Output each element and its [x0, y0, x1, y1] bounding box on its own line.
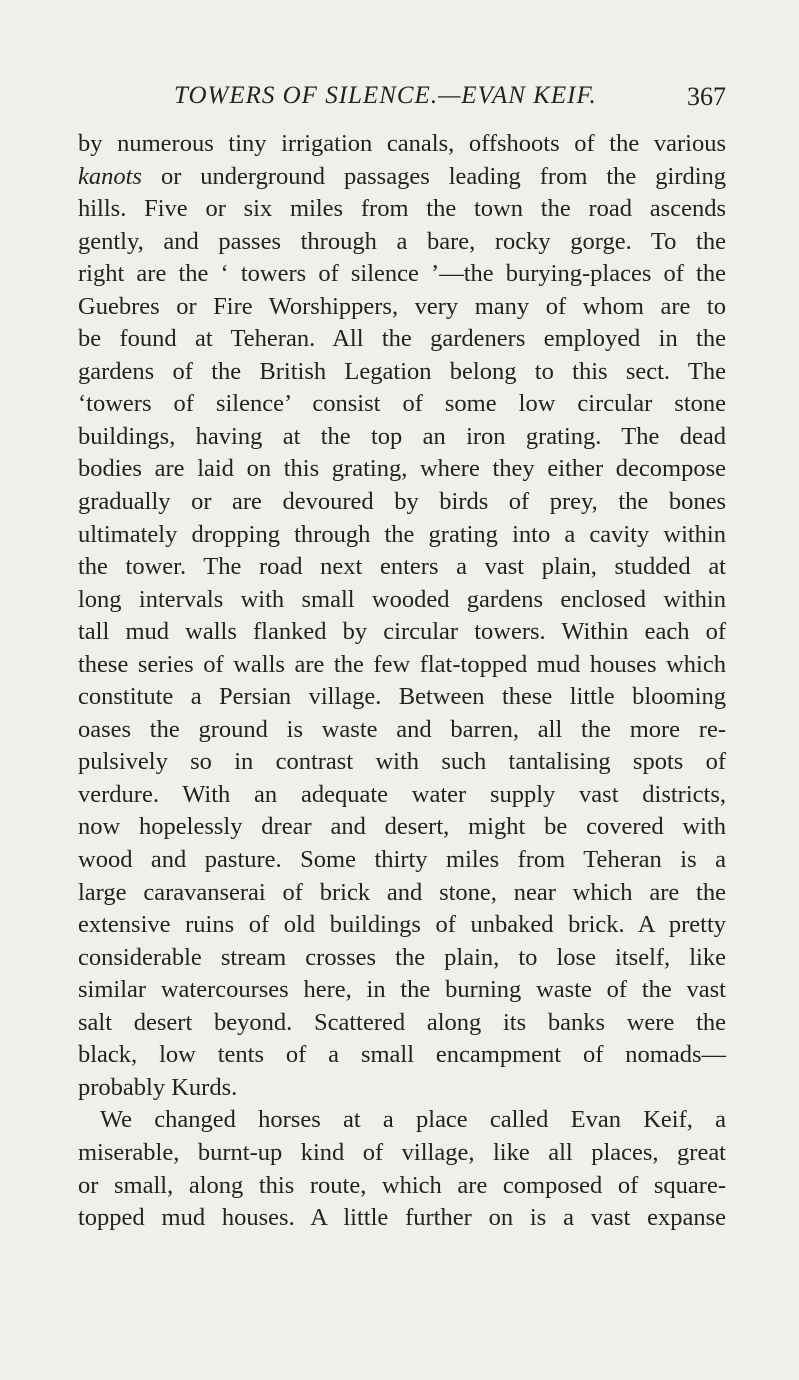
- text-line: considerable stream crosses the plain, to lose itself, like: [78, 943, 726, 971]
- text-line: ultimately dropping through the grating into a cavity within: [78, 520, 726, 548]
- text-line: wood and pasture. Some thirty miles from Teheran is a: [78, 846, 726, 874]
- text-line: salt desert beyond. Scattered along its banks were the: [78, 1008, 726, 1036]
- text-line: these series of walls are the few flat-topped mud houses which: [78, 650, 726, 678]
- text-line: be found at Teheran. All the gardeners employed in the: [78, 325, 726, 353]
- text-line: large caravanserai of brick and stone, near which are the: [78, 878, 726, 906]
- text-line: by numerous tiny irrigation canals, offshoots of the various: [78, 130, 726, 157]
- text-line: miserable, burnt-up kind of village, like all places, great: [78, 1138, 726, 1166]
- text-line: gently, and passes through a bare, rocky gorge. To the: [78, 227, 726, 255]
- text-line-rest: or underground passages leading from the girding: [160, 162, 727, 190]
- text-line: extensive ruins of old buildings of unbaked brick. A pretty: [78, 911, 726, 939]
- text-line: pulsively so in contrast with such tantalising spots of: [78, 748, 726, 776]
- text-line: oases the ground is waste and barren, all the more re-: [78, 715, 726, 743]
- text-line: [78, 161, 726, 194]
- text-line: bodies are laid on this grating, where they either decompose: [78, 455, 726, 483]
- text-line: the tower. The road next enters a vast plain, studded at: [78, 553, 726, 581]
- text-line: ‘towers of silence’ consist of some low circular stone: [78, 390, 726, 418]
- text-line: constitute a Persian village. Between these little blooming: [78, 683, 726, 711]
- text-line: similar watercourses here, in the burning waste of the vast: [78, 976, 726, 1004]
- text-line: hills. Five or six miles from the town the road ascends: [78, 195, 726, 223]
- text-line: long intervals with small wooded gardens enclosed within: [78, 585, 726, 613]
- text-line: tall mud walls flanked by circular towers. Within each of: [78, 618, 726, 646]
- text-line: verdure. With an adequate water supply vast districts,: [78, 780, 726, 808]
- running-head: TOWERS OF SILENCE.—EVAN KEIF.: [174, 82, 597, 109]
- text-line: We changed horses at a place called Evan Keif, a: [100, 1106, 726, 1134]
- text-line: Guebres or Fire Worshippers, very many of whom are to: [78, 292, 726, 320]
- text-line: topped mud houses. A little further on is a vast expanse: [78, 1204, 726, 1232]
- italic-word: kanots: [78, 162, 142, 190]
- text-line: gardens of the British Legation belong to this sect. The: [78, 357, 726, 385]
- text-line: gradually or are devoured by birds of prey, the bones: [78, 488, 726, 516]
- text-line: black, low tents of a small encampment of nomads—: [78, 1041, 726, 1069]
- text-line: probably Kurds.: [78, 1073, 238, 1101]
- text-line: now hopelessly drear and desert, might be covered with: [78, 813, 726, 841]
- body-text: [78, 128, 726, 1235]
- text-line: buildings, having at the top an iron grating. The dead: [78, 422, 726, 450]
- text-line: or small, along this route, which are composed of square-: [78, 1171, 726, 1199]
- page-header: [78, 82, 726, 116]
- text-line: right are the ‘ towers of silence ’—the burying-places of the: [78, 260, 726, 288]
- page-number: 367: [687, 82, 726, 111]
